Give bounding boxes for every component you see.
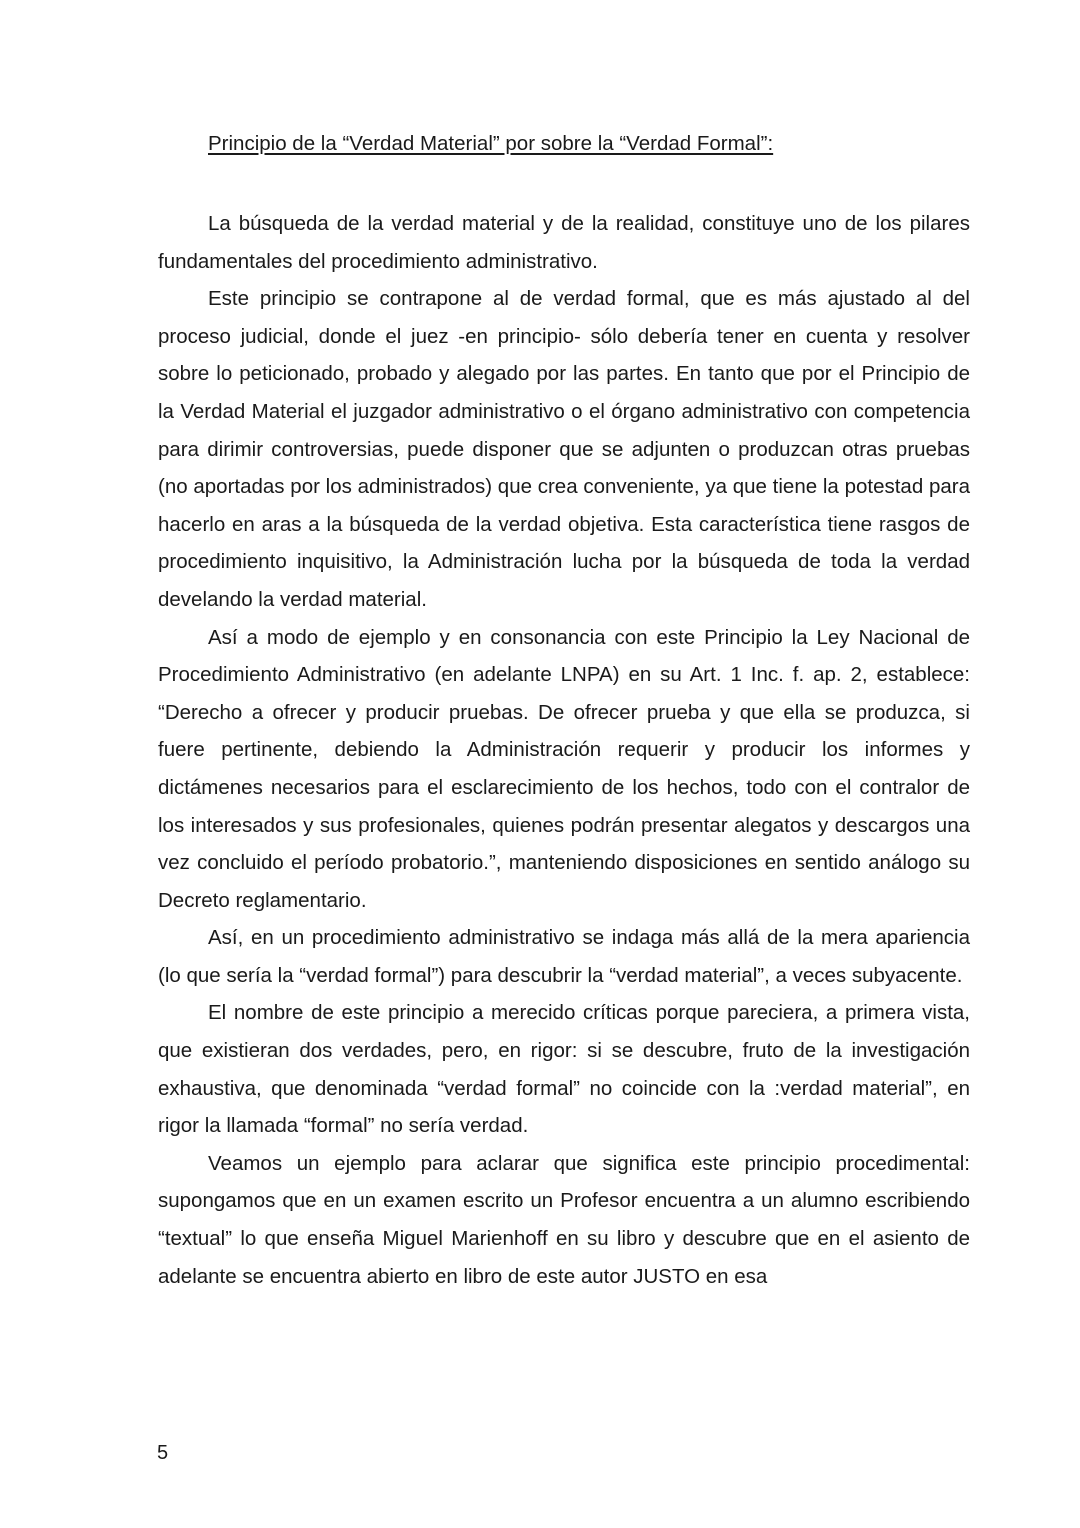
paragraph: Veamos un ejemplo para aclarar que significa este principio procedimental: supongamos que en un examen escrito un Profesor encuentra a un alumno escribiendo “textual” lo que enseña Miguel Marienhoff en su libro y descubre que en el asiento de adelante se encuentra abierto en libro de este autor JUSTO en esa	[158, 1151, 970, 1288]
section-heading: Principio de la “Verdad Material” por sobre la “Verdad Formal”:	[208, 132, 774, 155]
page-number: 5	[157, 1442, 169, 1464]
paragraph: Así a modo de ejemplo y en consonancia con este Principio la Ley Nacional de Procedimiento Administrativo (en adelante LNPA) en su Art. 1 Inc. f. ap. 2, establece: “Derecho a ofrecer y producir pruebas. De ofrecer prueba y que ella se produzca, si fuere pertinente, debiendo la Administración requerir y producir los informes y dictámenes necesarios para el esclarecimiento de los hechos, todo con el contralor de los interesados y sus profesionales, quienes podrán presentar alegatos y descargos una vez concluido el período probatorio.”, manteniendo disposiciones en sentido análogo su Decreto reglamentario.	[158, 625, 970, 912]
paragraph: La búsqueda de la verdad material y de la realidad, constituye uno de los pilares fundamentales del procedimiento administrativo.	[158, 212, 970, 273]
body-text	[158, 205, 970, 1295]
paragraph: El nombre de este principio a merecido críticas porque pareciera, a primera vista, que existieran dos verdades, pero, en rigor: si se descubre, fruto de la investigación exhaustiva, que denominada “verdad formal” no coincide con la :verdad material”, en rigor la llamada “formal” no sería verdad.	[158, 1001, 970, 1138]
paragraph: Así, en un procedimiento administrativo se indaga más allá de la mera apariencia (lo que sería la “verdad formal”) para descubrir la “verdad material”, a veces subyacente.	[158, 926, 970, 987]
paragraph: Este principio se contrapone al de verdad formal, que es más ajustado al del proceso judicial, donde el juez -en principio- sólo debería tener en cuenta y resolver sobre lo peticionado, probado y alegado por las partes. En tanto que por el Principio de la Verdad Material el juzgador administrativo o el órgano administrativo con competencia para dirimir controversias, puede disponer que se adjunten o produzcan otras pruebas (no aportadas por los administrados) que crea conveniente, ya que tiene la potestad para hacerlo en aras a la búsqueda de la verdad objetiva. Esta característica tiene rasgos de procedimiento inquisitivo, la Administración lucha por la búsqueda de toda la verdad develando la verdad material.	[158, 287, 970, 611]
